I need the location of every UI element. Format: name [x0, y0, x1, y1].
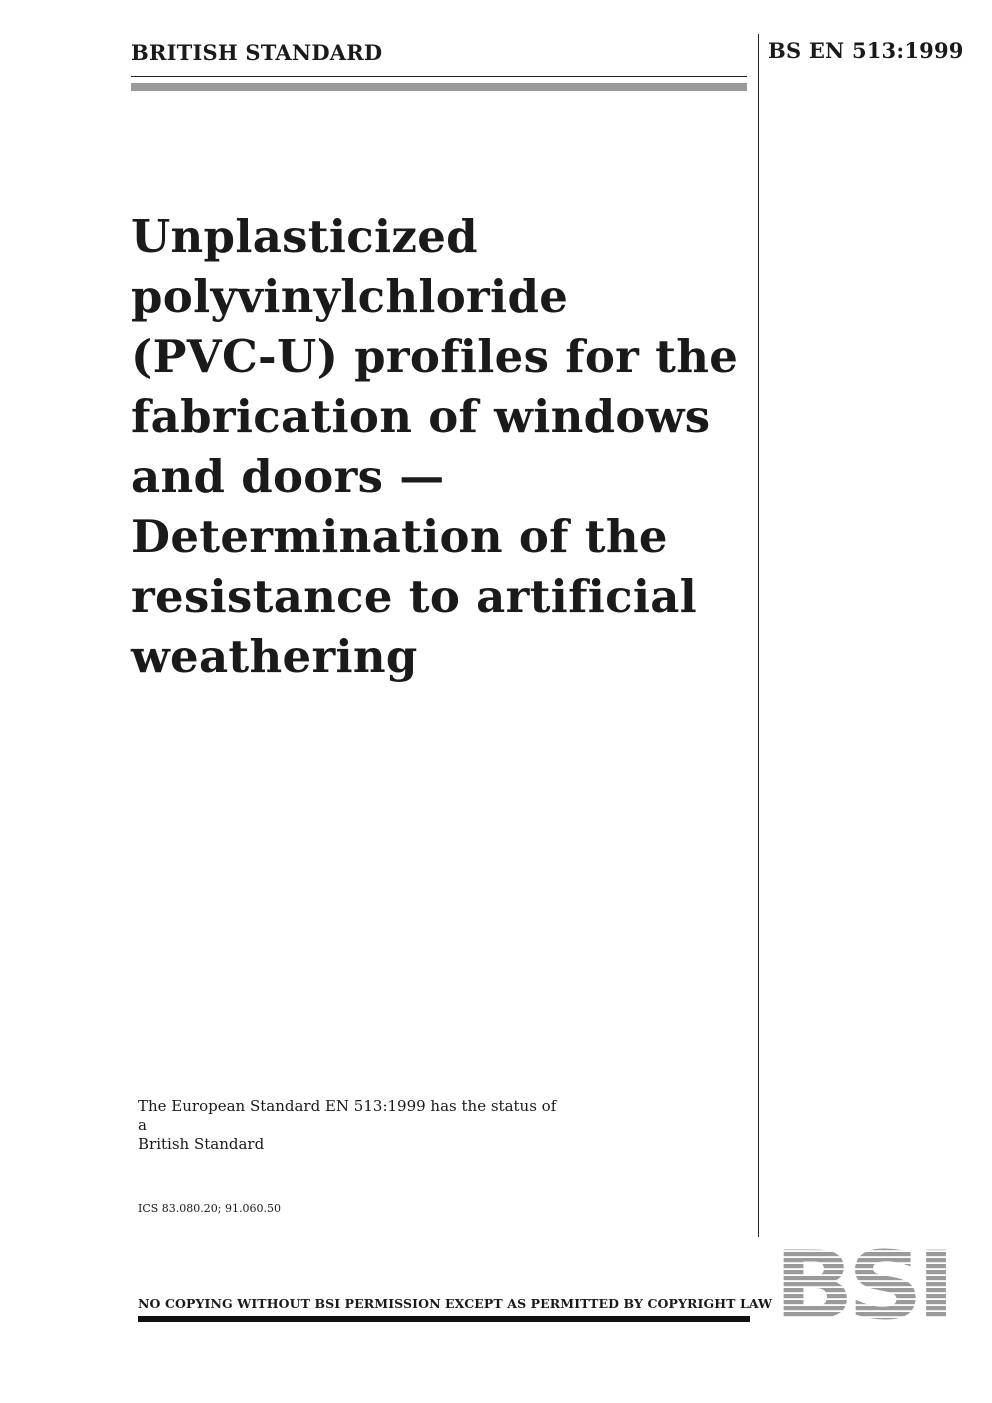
- standard-type-label: BRITISH STANDARD: [131, 40, 383, 65]
- standard-number: BS EN 513:1999: [768, 38, 964, 63]
- title-line: (PVC-U) profiles for the: [131, 330, 739, 383]
- title-line: Unplasticized: [131, 210, 478, 263]
- title-line: and doors —: [131, 450, 445, 503]
- title-line: polyvinylchloride: [131, 270, 569, 323]
- status-line: The European Standard EN 513:1999 has the status of a: [138, 1097, 557, 1134]
- title-line: Determination of the: [131, 510, 668, 563]
- title-line: resistance to artificial: [131, 570, 698, 623]
- header-thick-rule: [131, 83, 747, 91]
- header-thin-rule: [131, 76, 747, 77]
- title-line: fabrication of windows: [131, 390, 711, 443]
- footer-rule: [138, 1316, 750, 1322]
- title-line: weathering: [131, 630, 418, 683]
- document-title: [131, 207, 741, 687]
- ics-codes: ICS 83.080.20; 91.060.50: [138, 1202, 281, 1215]
- vertical-divider: [758, 34, 759, 1237]
- status-statement: [138, 1097, 558, 1154]
- copyright-notice: NO COPYING WITHOUT BSI PERMISSION EXCEPT AS PERMITTED BY COPYRIGHT LAW: [138, 1296, 773, 1311]
- bsi-logo-icon: [774, 1240, 949, 1324]
- logo-lettering: BSI: [774, 1240, 949, 1324]
- status-line: British Standard: [138, 1135, 265, 1153]
